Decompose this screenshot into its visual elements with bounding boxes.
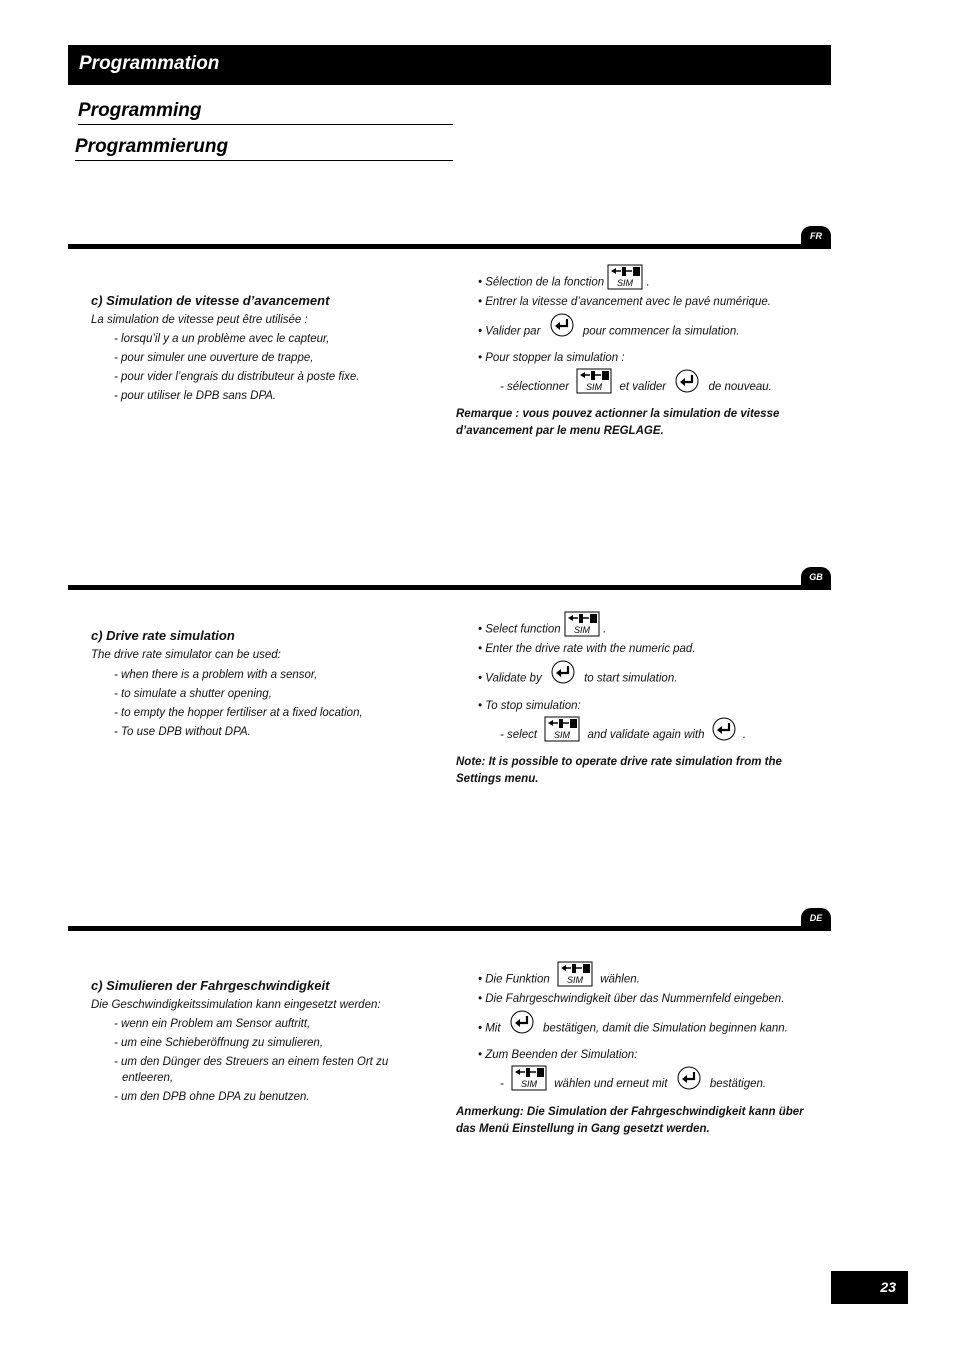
svg-text:SIM: SIM — [586, 382, 603, 392]
step3-gb — [478, 660, 677, 697]
step-text: • Mit — [478, 1022, 501, 1035]
step4-de: • Zum Beenden der Simulation: — [478, 1049, 638, 1061]
step-text: and validate again with — [587, 729, 705, 742]
list-item: - to simulate a shutter opening, — [114, 688, 272, 700]
svg-text:SIM: SIM — [521, 1079, 538, 1089]
list-item: - pour simuler une ouverture de trappe, — [114, 352, 314, 364]
step5-gb — [500, 716, 746, 754]
list-gb — [114, 666, 414, 742]
enter-key-icon — [550, 313, 574, 350]
list-item: - when there is a problem with a sensor, — [114, 669, 318, 681]
list-item: - um eine Schieberöffnung zu simulieren, — [114, 1037, 324, 1049]
section-rule-de — [68, 926, 831, 931]
note-de: Anmerkung: Die Simulation der Fahrgeschwindigkeit kann über das Menü Einstellung in Gang gesetzt werden. — [456, 1106, 804, 1135]
header-bar — [68, 45, 831, 85]
enter-key-icon — [677, 1066, 701, 1102]
list-item: - wenn ein Problem am Sensor auftritt, — [114, 1018, 311, 1030]
step3-fr — [478, 313, 739, 350]
step-text: • Select function — [478, 623, 561, 636]
sim-function-icon — [544, 716, 580, 754]
list-item: - um den Dünger des Streuers an einem festen Ort zu entleeren, — [114, 1056, 389, 1084]
step-text: - — [500, 1078, 504, 1091]
step-text: bestätigen, damit die Simulation beginnen kann. — [542, 1022, 788, 1035]
step-text: pour commencer la simulation. — [582, 325, 740, 338]
sim-function-icon — [576, 368, 612, 406]
enter-key-icon — [712, 717, 736, 753]
step-text: et valider — [619, 381, 667, 394]
step-text: • Sélection de la fonction — [478, 276, 605, 289]
note-gb: Note: It is possible to operate drive rate simulation from the Settings menu. — [456, 756, 782, 785]
list-item: - lorsqu’il y a un problème avec le capteur, — [114, 333, 330, 345]
section-title-fr: c) Simulation de vitesse d’avancement — [91, 293, 330, 308]
step2-fr: • Entrer la vitesse d’avancement avec le pavé numérique. — [478, 296, 771, 308]
list-item: - pour vider l’engrais du distributeur à poste fixe. — [114, 371, 360, 383]
list-fr — [114, 330, 414, 406]
lang-badge-fr: FR — [801, 226, 831, 246]
section-rule-gb — [68, 585, 831, 590]
lang-badge-de: DE — [801, 908, 831, 928]
step-text: . — [603, 623, 607, 636]
step4-fr: • Pour stopper la simulation : — [478, 352, 625, 364]
step-text: bestätigen. — [709, 1078, 767, 1091]
section-title-gb: c) Drive rate simulation — [91, 628, 235, 643]
step2-de: • Die Fahrgeschwindigkeit über das Nummernfeld eingeben. — [478, 993, 785, 1005]
svg-text:SIM: SIM — [617, 278, 634, 288]
step-text: to start simulation. — [584, 672, 678, 685]
list-de — [114, 1015, 414, 1107]
intro-de: Die Geschwindigkeitssimulation kann eingesetzt werden: — [91, 999, 381, 1011]
enter-key-icon — [510, 1010, 534, 1047]
step2-gb: • Enter the drive rate with the numeric pad. — [478, 643, 696, 655]
step-text: • Valider par — [478, 325, 541, 338]
list-item: - To use DPB without DPA. — [114, 726, 251, 738]
step-text: . — [646, 276, 650, 289]
step-text: - select — [500, 729, 538, 742]
sim-function-icon — [511, 1065, 547, 1103]
step5-de — [500, 1065, 766, 1103]
page-title: Programmation — [79, 53, 220, 74]
svg-text:SIM: SIM — [566, 975, 583, 985]
note-fr: Remarque : vous pouvez actionner la simulation de vitesse d’avancement par le menu REGLAGE. — [456, 408, 780, 437]
step3-de — [478, 1010, 788, 1047]
step-text: . — [742, 729, 747, 742]
page-number: 23 — [831, 1271, 908, 1304]
step5-fr — [500, 368, 772, 406]
svg-text:SIM: SIM — [573, 625, 590, 635]
intro-gb: The drive rate simulator can be used: — [91, 649, 281, 661]
section-rule-fr — [68, 244, 831, 249]
section-title-de: c) Simulieren der Fahrgeschwindigkeit — [91, 978, 330, 993]
intro-fr: La simulation de vitesse peut être utilisée : — [91, 314, 308, 326]
subtitle-de: Programmierung — [75, 136, 453, 161]
step-text: • Die Funktion — [478, 973, 550, 986]
step-text: wählen und erneut mit — [554, 1078, 668, 1091]
step-text: de nouveau. — [708, 381, 772, 394]
subtitle-en: Programming — [78, 100, 453, 125]
step4-gb: • To stop simulation: — [478, 700, 581, 712]
lang-badge-gb: GB — [801, 567, 831, 587]
list-item: - to empty the hopper fertiliser at a fixed location, — [114, 707, 363, 719]
list-item: - um den DPB ohne DPA zu benutzen. — [114, 1091, 310, 1103]
step-text: wählen. — [600, 973, 640, 986]
enter-key-icon — [551, 660, 575, 697]
step-text: • Validate by — [478, 672, 542, 685]
step-text: - sélectionner — [500, 381, 570, 394]
list-item: - pour utiliser le DPB sans DPA. — [114, 390, 277, 402]
svg-text:SIM: SIM — [554, 730, 571, 740]
enter-key-icon — [675, 369, 699, 405]
